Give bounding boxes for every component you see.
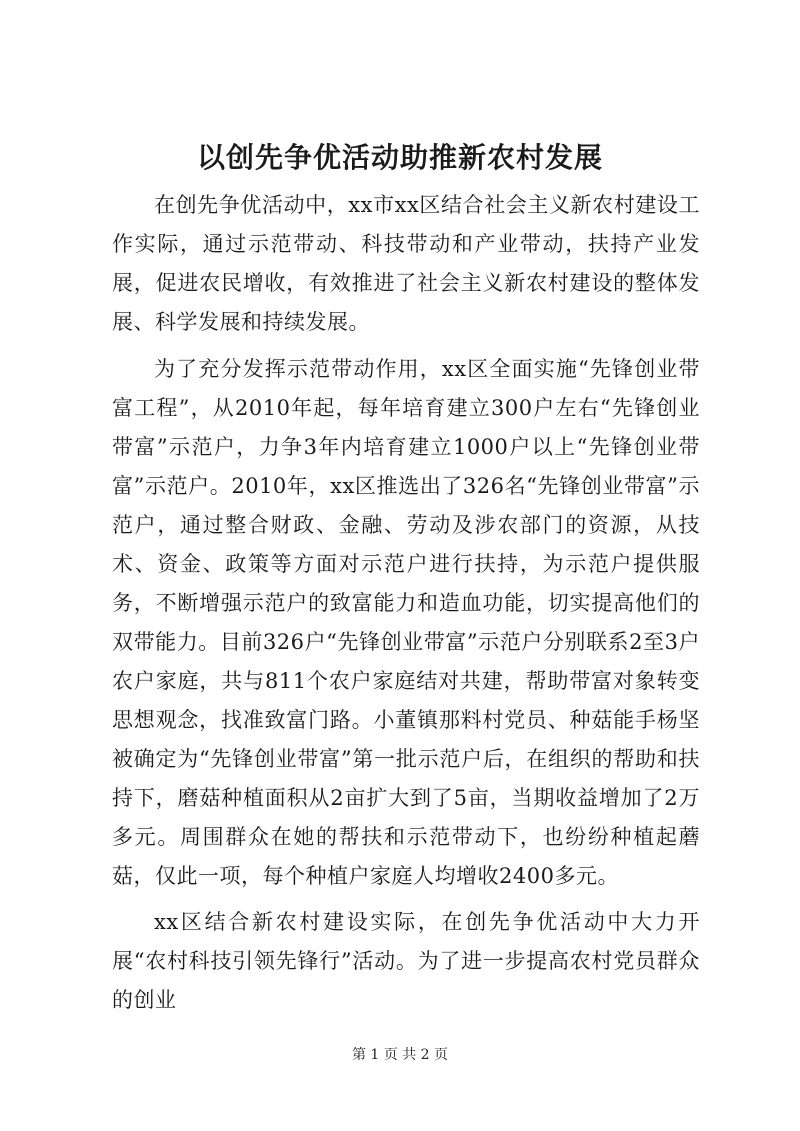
document-body xyxy=(112,186,700,1028)
paragraph-demonstration: 为了充分发挥示范带动作用，xx区全面实施“先锋创业带富工程”，从2010年起，每年培育建立300户左右“先锋创业带富”示范户，力争3年内培育建立1000户以上“先锋创业带富”示范户。2010年，xx区推选出了326名“先锋创业带富”示范户，通过整合财政、金融、劳动及涉农部门的资源，从技术、资金、政策等方面对示范户进行扶持，为示范户提供服务，不断增强示范户的致富能力和造血功能，切实提高他们的双带能力。目前326户“先锋创业带富”示范户分别联系2至3户农户家庭，共与811个农户家庭结对共建，帮助带富对象转变思想观念，找准致富门路。小董镇那料村党员、种菇能手杨坚被确定为“先锋创业带富”第一批示范户后，在组织的帮助和扶持下，磨菇种植面积从2亩扩大到了5亩，当期收益增加了2万多元。周围群众在她的帮扶和示范带动下，也纷纷种植起蘑菇，仅此一项，每个种植户家庭人均增收2400多元。 xyxy=(112,357,700,888)
paragraph-intro: 在创先争优活动中，xx市xx区结合社会主义新农村建设工作实际，通过示范带动、科技带动和产业带动，扶持产业发展，促进农民增收，有效推进了社会主义新农村建设的整体发展、科学发展和持续发展。 xyxy=(112,193,700,334)
paragraph-technology: xx区结合新农村建设实际，在创先争优活动中大力开展“农村科技引领先锋行”活动。为了进一步提高农村党员群众的创业 xyxy=(112,910,700,1012)
page-footer: 第 1 页 共 2 页 xyxy=(351,1047,449,1063)
document-title: 以创先争优活动助推新农村发展 xyxy=(196,141,603,174)
